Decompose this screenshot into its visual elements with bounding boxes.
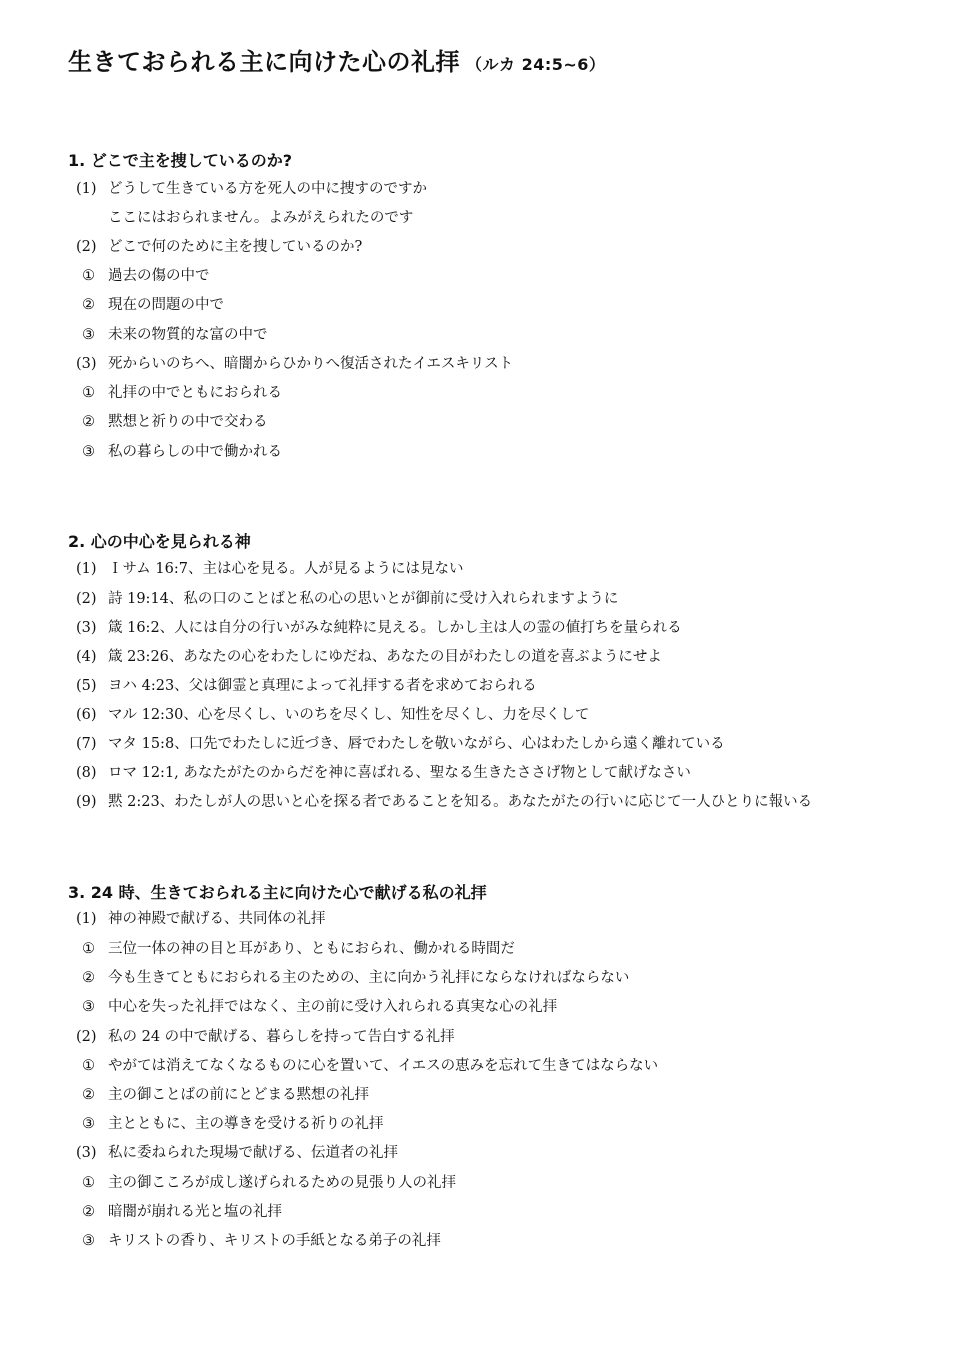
item-marker: (4) xyxy=(76,649,97,665)
item-text: 私の 24 の中で献げる、暮らしを持って告白する礼拝 xyxy=(108,1029,455,1045)
item-text: 詩 19:14、私の口のことばと私の心の思いとが御前に受け入れられますように xyxy=(108,591,619,607)
item-marker: ③ xyxy=(82,1116,95,1132)
outline-subitem xyxy=(82,384,282,402)
outline-subitem xyxy=(82,413,268,431)
outline-subitem xyxy=(82,1203,282,1221)
item-marker: (2) xyxy=(76,1029,97,1045)
outline-item xyxy=(76,677,537,695)
outline-subitem xyxy=(82,1086,369,1104)
item-marker: ② xyxy=(82,414,95,430)
item-text: マタ 15:8、口先でわたしに近づき、唇でわたしを敬いながら、心はわたしから遠く離れている xyxy=(108,736,725,752)
section-2-heading: 2. 心の中心を見られる神 xyxy=(68,532,251,551)
item-text: 黙 2:23、わたしが人の思いと心を探る者であることを知る。あなたがたの行いに応じて一人ひとりに報いる xyxy=(108,794,813,810)
outline-item xyxy=(76,706,589,724)
outline-item xyxy=(76,590,618,608)
item-text: 今も生きてともにおられる主のための、主に向かう礼拝にならなければならない xyxy=(108,970,630,986)
outline-item xyxy=(76,764,691,782)
item-text: マル 12:30、心を尽くし、いのちを尽くし、知性を尽くし、力を尽くして xyxy=(108,707,590,723)
outline-subitem xyxy=(82,1115,384,1133)
item-marker: ② xyxy=(82,1204,95,1220)
item-marker: ① xyxy=(82,1058,95,1074)
section-3-heading: 3. 24 時、生きておられる主に向けた心で献げる私の礼拝 xyxy=(68,883,487,902)
item-marker: (3) xyxy=(76,356,97,372)
outline-item xyxy=(76,910,326,928)
item-marker: (8) xyxy=(76,765,97,781)
outline-item xyxy=(76,793,812,811)
outline-item xyxy=(76,1028,455,1046)
section-1-heading: 1. どこで主を捜しているのか? xyxy=(68,151,293,170)
outline-item xyxy=(76,238,362,256)
item-marker: ③ xyxy=(82,444,95,460)
outline-item xyxy=(76,180,427,198)
item-text: キリストの香り、キリストの手紙となる弟子の礼拝 xyxy=(108,1233,441,1249)
item-marker: (2) xyxy=(76,239,97,255)
outline-item xyxy=(76,1144,398,1162)
scripture-reference: （ルカ 24:5~6） xyxy=(466,55,606,74)
outline-item xyxy=(76,560,463,578)
item-marker: (1) xyxy=(76,181,97,197)
item-marker: (2) xyxy=(76,591,97,607)
item-text: 箴 16:2、人には自分の行いがみな純粋に見える。しかし主は人の霊の値打ちを量られる xyxy=(108,620,682,636)
outline-subitem xyxy=(82,998,557,1016)
item-marker: (3) xyxy=(76,620,97,636)
item-marker: ② xyxy=(82,1087,95,1103)
item-text: 過去の傷の中で xyxy=(108,268,210,284)
item-text: 中心を失った礼拝ではなく、主の前に受け入れられる真実な心の礼拝 xyxy=(108,999,558,1015)
item-marker: ③ xyxy=(82,1233,95,1249)
outline-item-continuation xyxy=(108,209,413,227)
item-marker: (1) xyxy=(76,561,97,577)
item-marker: (3) xyxy=(76,1145,97,1161)
item-text: 私に委ねられた現場で献げる、伝道者の礼拝 xyxy=(108,1145,398,1161)
item-text: 死からいのちへ、暗闇からひかりへ復活されたイエスキリスト xyxy=(108,356,514,372)
item-marker: (1) xyxy=(76,911,97,927)
item-text: 箴 23:26、あなたの心をわたしにゆだね、あなたの目がわたしの道を喜ぶようにせよ xyxy=(108,649,662,665)
outline-subitem xyxy=(82,969,629,987)
item-marker: ① xyxy=(82,268,95,284)
item-text: 礼拝の中でともにおられる xyxy=(108,385,282,401)
outline-subitem xyxy=(82,267,210,285)
item-text: 暗闇が崩れる光と塩の礼拝 xyxy=(108,1204,282,1220)
item-text: 未来の物質的な富の中で xyxy=(108,327,268,343)
item-text: Ｉサム 16:7、主は心を見る。人が見るようには見ない xyxy=(108,561,464,577)
item-text: 主の御こころが成し遂げられるための見張り人の礼拝 xyxy=(108,1175,456,1191)
page-title-text: 生きておられる主に向けた心の礼拝 xyxy=(68,48,460,76)
outline-subitem xyxy=(82,296,224,314)
item-marker: ② xyxy=(82,297,95,313)
item-marker: (9) xyxy=(76,794,97,810)
item-text: 私の暮らしの中で働かれる xyxy=(108,444,282,460)
outline-item xyxy=(76,355,513,373)
item-text: 主の御ことばの前にとどまる黙想の礼拝 xyxy=(108,1087,369,1103)
item-marker: ① xyxy=(82,941,95,957)
outline-subitem xyxy=(82,443,282,461)
outline-item xyxy=(76,619,682,637)
page-title xyxy=(68,42,605,77)
item-marker: ② xyxy=(82,970,95,986)
outline-subitem xyxy=(82,326,268,344)
item-marker: ① xyxy=(82,385,95,401)
item-text: 三位一体の神の目と耳があり、ともにおられ、働かれる時間だ xyxy=(108,941,515,957)
item-marker: ③ xyxy=(82,999,95,1015)
item-text: ここにはおられません。よみがえられたのです xyxy=(108,210,414,226)
item-text: 神の神殿で献げる、共同体の礼拝 xyxy=(108,911,326,927)
item-marker: (5) xyxy=(76,678,97,694)
item-text: やがては消えてなくなるものに心を置いて、イエスの恵みを忘れて生きてはならない xyxy=(108,1058,659,1074)
item-marker: (7) xyxy=(76,736,97,752)
item-text: ヨハ 4:23、父は御霊と真理によって礼拝する者を求めておられる xyxy=(108,678,537,694)
item-marker: ① xyxy=(82,1175,95,1191)
item-text: 現在の問題の中で xyxy=(108,297,224,313)
item-text: ロマ 12:1, あなたがたのからだを神に喜ばれる、聖なる生きたささげ物として献げなさい xyxy=(108,765,691,781)
item-text: どうして生きている方を死人の中に捜すのですか xyxy=(108,181,427,197)
item-text: どこで何のために主を捜しているのか? xyxy=(108,239,363,255)
item-text: 黙想と祈りの中で交わる xyxy=(108,414,268,430)
outline-item xyxy=(76,648,662,666)
item-text: 主とともに、主の導きを受ける祈りの礼拝 xyxy=(108,1116,384,1132)
outline-subitem xyxy=(82,1057,658,1075)
item-marker: ③ xyxy=(82,327,95,343)
outline-item xyxy=(76,735,725,753)
outline-subitem xyxy=(82,1232,441,1250)
outline-subitem xyxy=(82,940,515,958)
outline-subitem xyxy=(82,1174,456,1192)
item-marker: (6) xyxy=(76,707,97,723)
